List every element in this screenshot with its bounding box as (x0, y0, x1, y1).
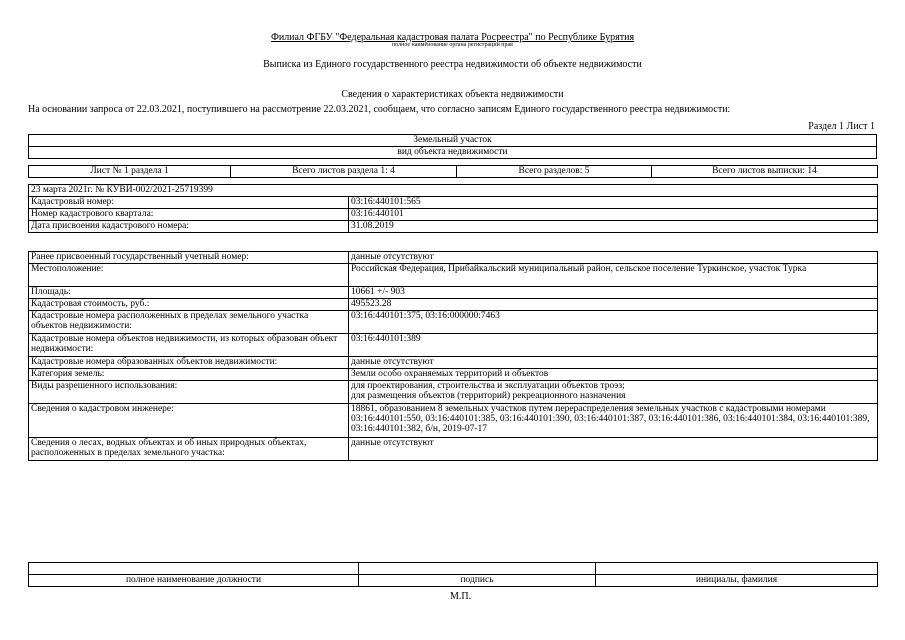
row-label: Кадастровый номер: (29, 197, 349, 209)
row-label: Кадастровые номера образованных объектов недвижимости: (29, 357, 349, 369)
organization-caption: полное наименование органа регистрации прав (391, 42, 514, 48)
row-label: Виды разрешенного использования: (29, 381, 349, 404)
extract-sheets-total: Всего листов выписки: 14 (652, 166, 878, 178)
stamp-label: М.П. (450, 591, 472, 602)
cadastral-value: 495523.28 (349, 299, 878, 311)
row-label: Категория земель: (29, 369, 349, 381)
row-label: Дата присвоения кадастрового номера: (29, 221, 349, 233)
land-category: Земли особо охраняемых территорий и объектов (349, 369, 878, 381)
area: 10661 +/- 903 (349, 287, 878, 299)
position-field (29, 563, 359, 575)
natural-objects: данные отсутствуют (349, 438, 878, 461)
request-text: На основании запроса от 22.03.2021, поступившего на рассмотрение 22.03.2021, сообщаем, что согласно записям Единого государственного реестра недвижимости: (28, 104, 731, 115)
row-label: Площадь: (29, 287, 349, 299)
name-field (596, 563, 878, 575)
row-label: Сведения о лесах, водных объектах и об иных природных объектах, расположенных в пределах земельного участка: (29, 438, 349, 461)
organization-name: Филиал ФГБУ "Федеральная кадастровая палата Росреестра" по Республике Бурятия (270, 32, 635, 43)
permitted-use-line-2: для размещения объектов (территорий) рекреационного назначения (351, 391, 626, 401)
signature-table (28, 562, 878, 587)
section-title: Сведения о характеристиках объекта недвижимости (341, 89, 564, 100)
signature-label: подпись (359, 575, 596, 587)
section-sheets-total: Всего листов раздела 1: 4 (231, 166, 457, 178)
cadastral-quarter: 03:16:440101 (349, 209, 878, 221)
identification-table (28, 184, 878, 233)
permitted-use (349, 381, 878, 404)
previous-number: данные отсутствуют (349, 252, 878, 264)
sheet-info-table (28, 165, 878, 178)
cadastral-number: 03:16:440101:565 (349, 197, 878, 209)
source-objects: 03:16:440101:389 (349, 334, 878, 357)
object-caption: вид объекта недвижимости (29, 147, 877, 159)
signature-field (359, 563, 596, 575)
object-type-table (28, 134, 877, 159)
row-label: Кадастровые номера расположенных в пределах земельного участка объектов недвижимости: (29, 311, 349, 334)
sheet-number: Лист № 1 раздела 1 (29, 166, 231, 178)
contained-objects: 03:16:440101:375, 03:16:000000:7463 (349, 311, 878, 334)
details-table (28, 251, 878, 461)
row-label: Местоположение: (29, 264, 349, 287)
assignment-date: 31.08.2019 (349, 221, 878, 233)
row-label: Ранее присвоенный государственный учетный номер: (29, 252, 349, 264)
row-label: Кадастровые номера объектов недвижимости, из которых образован объект недвижимости: (29, 334, 349, 357)
location: Российская Федерация, Прибайкальский муниципальный район, сельское поселение Туркинское, участок Турка (349, 264, 878, 287)
sections-total: Всего разделов: 5 (457, 166, 652, 178)
object-type: Земельный участок (29, 135, 877, 147)
document-reference: 23 марта 2021г. № КУВИ-002/2021-25719399 (29, 185, 878, 197)
row-label: Номер кадастрового квартала: (29, 209, 349, 221)
permitted-use-line-1: для проектирования, строительства и эксплуатации объектов троэз; (351, 381, 625, 391)
name-label: инициалы, фамилия (596, 575, 878, 587)
document-title: Выписка из Единого государственного реестра недвижимости об объекте недвижимости (263, 59, 642, 70)
cadastral-engineer: 18861, образованием 8 земельных участков путем перераспределения земельных участков с кадастровыми номерами 03:16:440101:550, 03:16:440101:385, 03:16:440101:390, 03:16:440101:387, 03:16:440101:386, 03:16:440101:384, 03:16:440101:389, 03:16:440101:382, б/н, 2019-07-17 (349, 404, 878, 438)
position-label: полное наименование должности (29, 575, 359, 587)
row-label: Кадастровая стоимость, руб.: (29, 299, 349, 311)
section-sheet: Раздел 1 Лист 1 (808, 121, 875, 132)
formed-objects: данные отсутствуют (349, 357, 878, 369)
row-label: Сведения о кадастровом инженере: (29, 404, 349, 438)
